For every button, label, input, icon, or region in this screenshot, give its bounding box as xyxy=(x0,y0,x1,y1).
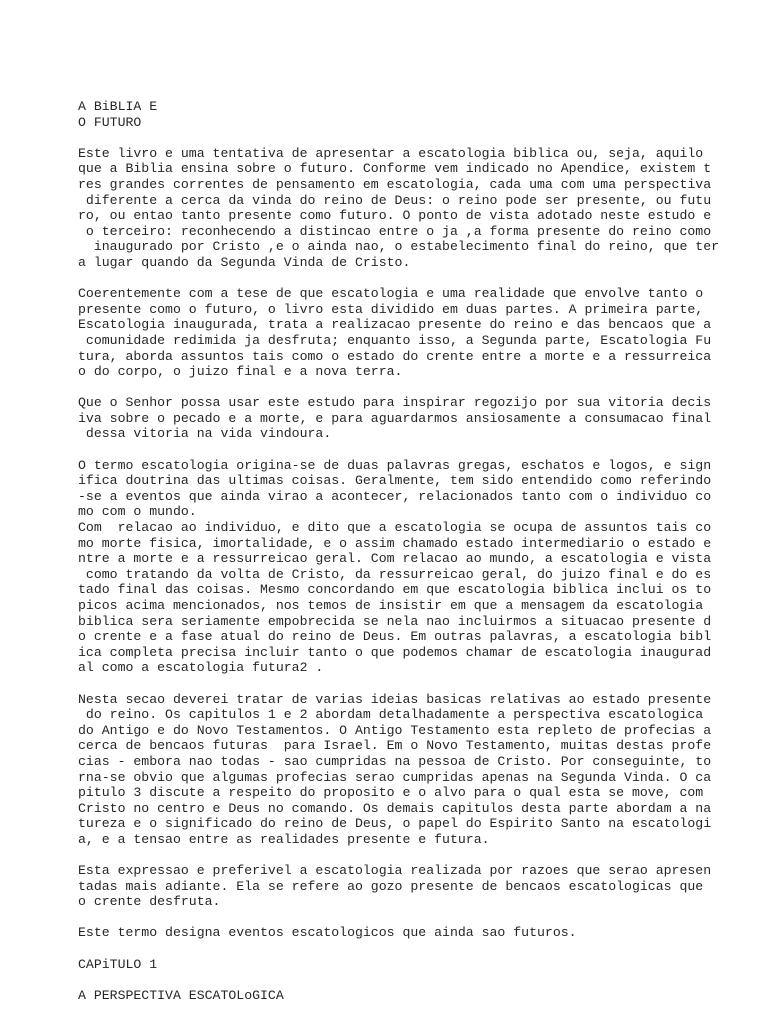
text-line: dessa vitoria na vida vindoura. xyxy=(78,426,332,442)
text-line: Que o Senhor possa usar este estudo para inspirar regozijo por sua vitoria decis xyxy=(78,395,712,411)
text-line: tado final das coisas. Mesmo concordando em que escatologia biblica inclui os to xyxy=(78,582,712,598)
text-line: mo morte fisica, imortalidade, e o assim chamado estado intermediario o estado e xyxy=(78,535,712,551)
text-line: como tratando da volta de Cristo, da ressurreicao geral, do juizo final e do es xyxy=(78,566,712,582)
paragraph-prayer xyxy=(78,395,738,442)
chapter-label: CAPiTULO 1 xyxy=(78,956,158,972)
text-line: Com relacao ao individuo, e dito que a escatologia se ocupa de assuntos tais co xyxy=(78,520,712,536)
text-line: o do corpo, o juizo final e a nova terra. xyxy=(78,364,403,380)
text-line: res grandes correntes de pensamento em escatologia, cada uma com uma perspectiva xyxy=(78,176,712,192)
text-line: do reino. Os capitulos 1 e 2 abordam detalhadamente a perspectiva escatologica xyxy=(78,707,704,723)
text-line: a lugar quando da Segunda Vinda de Cristo. xyxy=(78,254,411,270)
text-line: O FUTURO xyxy=(78,114,142,130)
paragraph-intro xyxy=(78,146,738,271)
text-line: picos acima mencionados, nos temos de insistir em que a mensagem da escatologia xyxy=(78,598,704,613)
text-line: Escatologia inaugurada, trata a realizacao presente do reino e das bencaos que a xyxy=(78,317,712,333)
text-line: rna-se obvio que algumas profecias serao cumpridas apenas na Segunda Vinda. O ca xyxy=(78,769,712,785)
text-line: ica completa precisa incluir tanto o que podemos chamar de escatologia inaugurad xyxy=(78,644,712,660)
text-line: al como a escatologia futura2 . xyxy=(78,660,324,676)
text-line: Este termo designa eventos escatologicos que ainda sao futuros. xyxy=(78,925,577,941)
text-line: do Antigo e do Novo Testamentos. O Antigo Testamento esta repleto de profecias a xyxy=(78,722,712,738)
text-line: -se a eventos que ainda virao a acontecer, relacionados tanto com o individuo co xyxy=(78,488,712,504)
text-line: pitulo 3 discute a respeito do proposito e o alvo para o qual esta se move, com xyxy=(78,785,704,801)
text-line: o crente desfruta. xyxy=(78,894,221,910)
text-line: Cristo no centro e Deus no comando. Os demais capitulos desta parte abordam a na xyxy=(78,800,712,816)
text-line: A BiBLIA E xyxy=(78,99,158,114)
text-line: Este livro e uma tentativa de apresentar a escatologia biblica ou, seja, aquilo xyxy=(78,145,704,161)
text-line: cias - embora nao todas - sao cumpridas na pessoa de Cristo. Por conseguinte, to xyxy=(78,753,712,769)
text-line: Esta expressao e preferivel a escatologia realizada por razoes que serao apresen xyxy=(78,863,712,879)
chapter-title: A PERSPECTIVA ESCATOLoGICA xyxy=(78,987,284,1003)
text-line: a, e a tensao entre as realidades presente e futura. xyxy=(78,831,490,847)
paragraph-definition xyxy=(78,458,738,676)
footnote-two xyxy=(78,925,738,941)
text-line: O termo escatologia origina-se de duas palavras gregas, eschatos e logos, e sign xyxy=(78,457,712,473)
text-line: ifica doutrina das ultimas coisas. Geralmente, tem sido entendido como referindo xyxy=(78,473,712,489)
text-line: tadas mais adiante. Ela se refere ao gozo presente de bencaos escatologicas que xyxy=(78,878,704,894)
text-line: diferente a cerca da vinda do reino de Deus: o reino pode ser presente, ou futu xyxy=(78,192,712,208)
text-line: que a Biblia ensina sobre o futuro. Conforme vem indicado no Apendice, existem t xyxy=(78,161,712,177)
footnote-one xyxy=(78,863,738,910)
text-line: Coerentemente com a tese de que escatologia e uma realidade que envolve tanto o xyxy=(78,286,704,302)
text-line: biblica sera seriamente empobrecida se nela nao incluirmos a situacao presente d xyxy=(78,613,712,629)
text-line: tura, aborda assuntos tais como o estado do crente entre a morte e a ressurreica xyxy=(78,348,712,364)
text-line: ntre a morte e a ressurreicao geral. Com relacao ao mundo, a escatologia e vista xyxy=(78,551,712,567)
text-line: iva sobre o pecado e a morte, e para aguardarmos ansiosamente a consumacao final xyxy=(78,410,712,426)
text-line: inaugurado por Cristo ,e o ainda nao, o estabelecimento final do reino, que ter xyxy=(78,239,720,255)
paragraph-section-overview xyxy=(78,692,738,848)
text-line: o terceiro: reconhecendo a distincao entre o ja ,a forma presente do reino como xyxy=(78,223,712,239)
text-line: ro, ou entao tanto presente como futuro. O ponto de vista adotado neste estudo e xyxy=(78,208,712,224)
text-line: o crente e a fase atual do reino de Deus. Em outras palavras, a escatologia bibl xyxy=(78,629,712,645)
paragraph-structure xyxy=(78,286,738,380)
text-line: tureza e o significado do reino de Deus, o papel do Espirito Santo na escatologi xyxy=(78,816,712,832)
text-line: cerca de bencaos futuras para Israel. Em o Novo Testamento, muitas destas profe xyxy=(78,738,712,754)
text-line: comunidade redimida ja desfruta; enquanto isso, a Segunda parte, Escatologia Fu xyxy=(78,332,712,348)
book-title xyxy=(78,99,738,130)
text-line: presente como o futuro, o livro esta dividido em duas partes. A primeira parte, xyxy=(78,301,704,317)
document-page xyxy=(78,99,738,1003)
text-line: mo com o mundo. xyxy=(78,504,197,520)
text-line: Nesta secao deverei tratar de varias ideias basicas relativas ao estado presente xyxy=(78,691,712,707)
